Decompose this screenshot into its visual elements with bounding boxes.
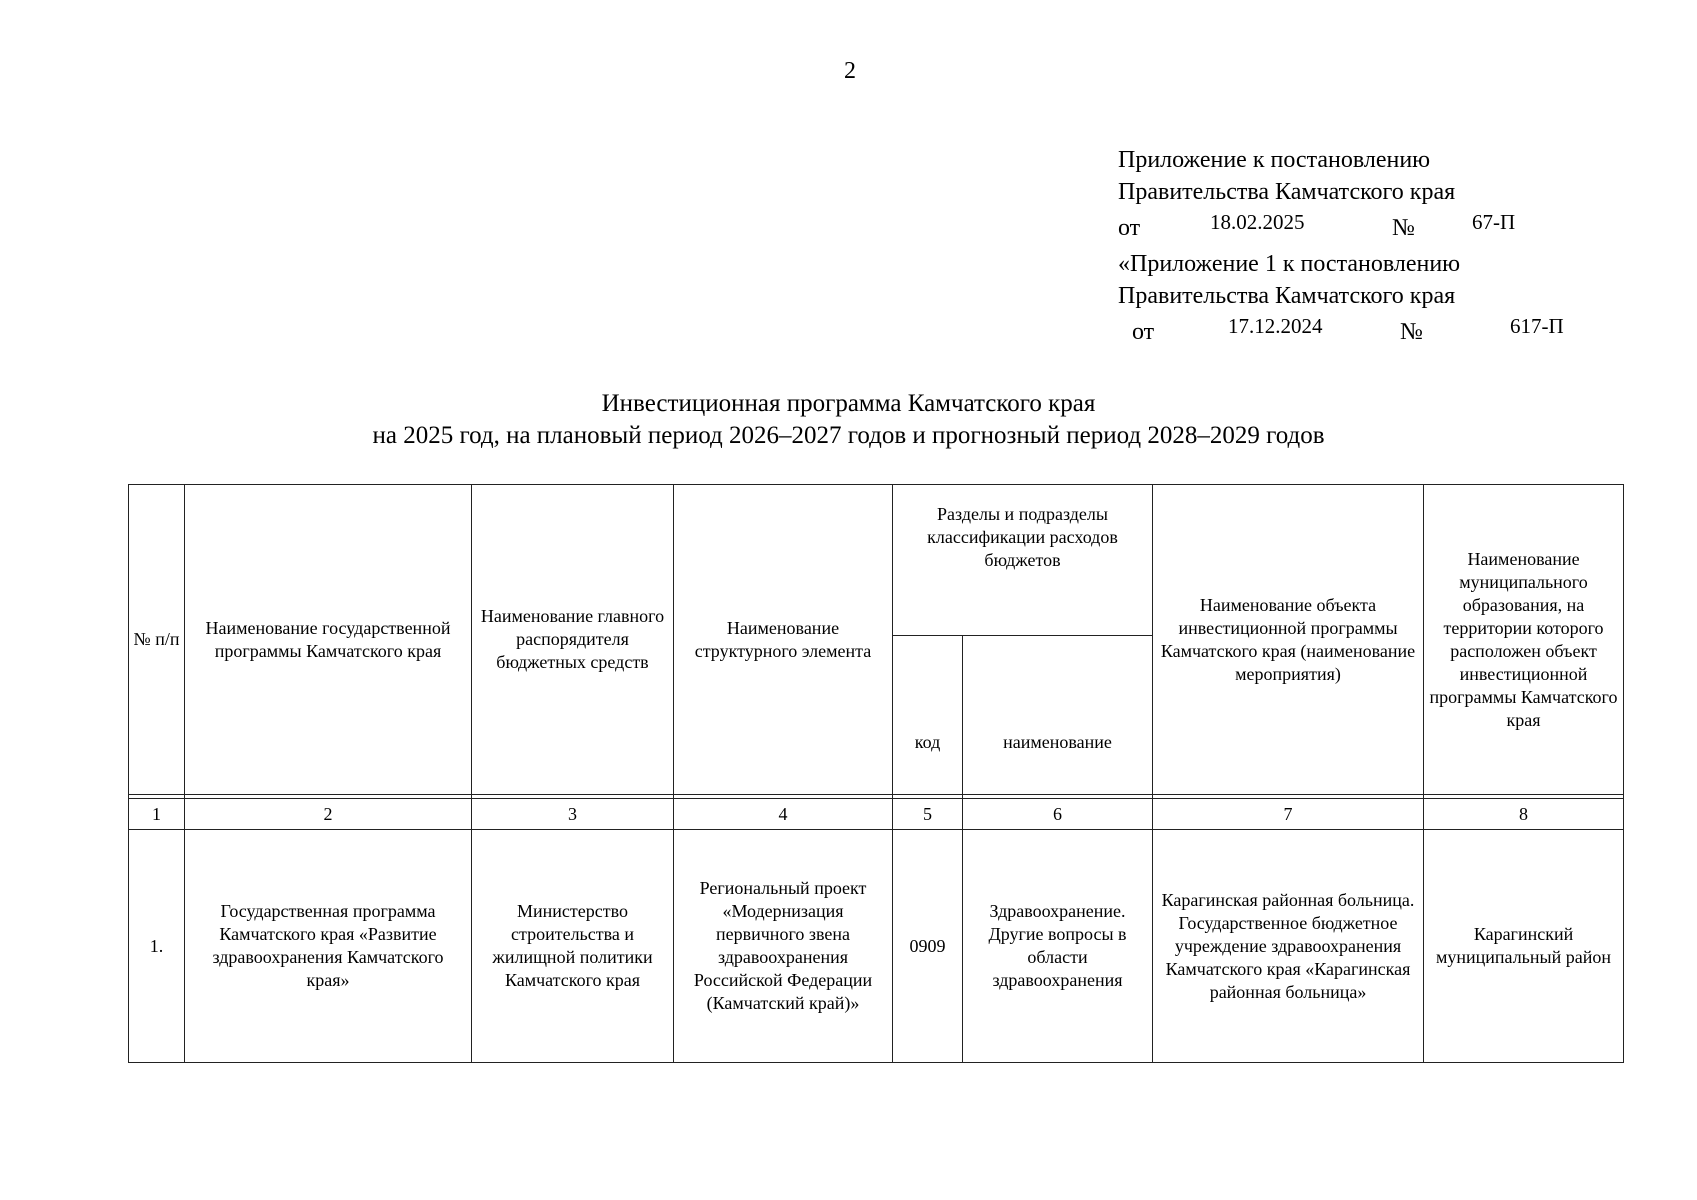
appendix-date: 18.02.2025 xyxy=(1210,210,1305,234)
table-header-row xyxy=(129,485,1624,636)
appendix-original-date: 17.12.2024 xyxy=(1228,314,1323,338)
row-municipality: Карагинский муниципальный район xyxy=(1424,830,1624,1063)
row-section-name: Здравоохранение. Другие вопросы в области здравоохранения xyxy=(963,830,1153,1063)
header-section-name: наименование xyxy=(963,636,1153,795)
appendix-date-line xyxy=(1118,208,1516,242)
column-number: 8 xyxy=(1424,799,1624,830)
header-program: Наименование государственной программы Камчатского края xyxy=(185,485,472,795)
row-distributor: Министерство строительства и жилищной политики Камчатского края xyxy=(472,830,674,1063)
column-number: 5 xyxy=(893,799,963,830)
column-number: 2 xyxy=(185,799,472,830)
appendix-line-2: Правительства Камчатского края xyxy=(1118,179,1456,205)
header-classification-group: Разделы и подразделы классификации расходов бюджетов xyxy=(893,485,1153,636)
number-sign: № xyxy=(1392,215,1415,241)
ot-label: от xyxy=(1118,215,1141,241)
header-code: код xyxy=(893,636,963,795)
appendix-current xyxy=(1118,144,1516,242)
number-sign: № xyxy=(1400,319,1423,345)
header-municipality: Наименование муниципального образования, на территории которого расположен объект инвестиционной программы Камчатского края xyxy=(1424,485,1624,795)
investment-program-table xyxy=(128,484,1624,1063)
title-line-2: на 2025 год, на плановый период 2026–2027 годов и прогнозный период 2028–2029 годов xyxy=(372,422,1325,449)
row-number: 1. xyxy=(129,830,185,1063)
appendix-number: 67-П xyxy=(1472,210,1516,234)
appendix-original-number: 617-П xyxy=(1510,314,1564,338)
column-number: 1 xyxy=(129,799,185,830)
appendix-original-line-1: «Приложение 1 к постановлению xyxy=(1118,251,1461,277)
row-object: Карагинская районная больница. Государственное бюджетное учреждение здравоохранения Камчатского края «Карагинская районная больница» xyxy=(1153,830,1424,1063)
title-line-1: Инвестиционная программа Камчатского края xyxy=(601,390,1096,417)
ot-label: от xyxy=(1132,319,1155,345)
appendix-original xyxy=(1118,248,1564,346)
header-element: Наименование структурного элемента xyxy=(674,485,893,795)
column-numbers-row xyxy=(129,799,1624,830)
appendix-line-1: Приложение к постановлению xyxy=(1118,147,1431,173)
column-number: 7 xyxy=(1153,799,1424,830)
appendix-original-line-2: Правительства Камчатского края xyxy=(1118,283,1456,309)
row-element: Региональный проект «Модернизация первичного звена здравоохранения Российской Федерации (Камчатский край)» xyxy=(674,830,893,1063)
header-number: № п/п xyxy=(129,485,185,795)
column-number: 3 xyxy=(472,799,674,830)
column-number: 4 xyxy=(674,799,893,830)
column-number: 6 xyxy=(963,799,1153,830)
row-code: 0909 xyxy=(893,830,963,1063)
table-row xyxy=(129,830,1624,1063)
header-distributor: Наименование главного распорядителя бюджетных средств xyxy=(472,485,674,795)
document-title xyxy=(0,388,1697,452)
page-number: 2 xyxy=(844,58,856,84)
appendix-original-date-line xyxy=(1118,312,1564,346)
header-object: Наименование объекта инвестиционной программы Камчатского края (наименование мероприятия) xyxy=(1153,485,1424,795)
row-program: Государственная программа Камчатского края «Развитие здравоохранения Камчатского края» xyxy=(185,830,472,1063)
